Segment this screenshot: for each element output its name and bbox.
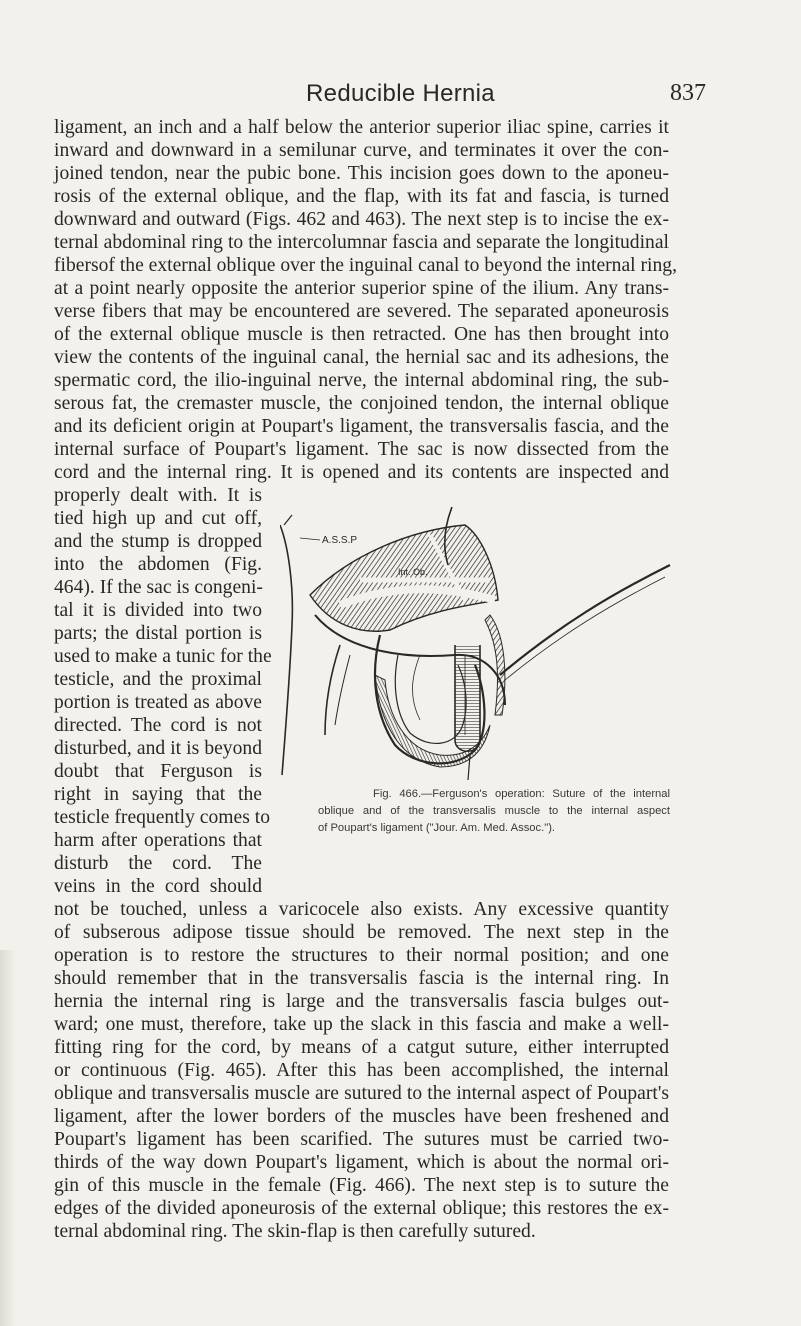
text-line: used to make a tunic for the	[54, 646, 272, 667]
text-line: Poupart's ligament has been scarified. The sutures must be carried two-	[54, 1129, 669, 1150]
text-line: ward; one must, therefore, take up the slack in this fascia and make a well-	[54, 1014, 669, 1035]
text-line: ternal abdominal ring. The skin-flap is then carefully sutured.	[54, 1221, 536, 1242]
caption-line: Fig. 466.—Ferguson's operation: Suture of the internal	[373, 788, 670, 800]
text-line: testicle, and the proximal	[54, 669, 262, 690]
page-number: 837	[670, 80, 706, 106]
text-line: ligament, an inch and a half below the anterior superior iliac spine, carries it	[54, 117, 669, 138]
text-line: and the stump is dropped	[54, 531, 262, 552]
page-header	[0, 80, 801, 110]
text-line: at a point nearly opposite the anterior superior spine of the ilium. Any trans-	[54, 278, 669, 299]
anatomical-illustration	[280, 505, 672, 785]
text-line: properly dealt with. It is	[54, 485, 262, 506]
caption-line: oblique and of the transversalis muscle to the internal aspect	[318, 805, 670, 817]
caption-line: of Poupart's ligament ("Jour. Am. Med. Assoc.").	[318, 822, 556, 834]
text-line: directed. The cord is not	[54, 715, 262, 736]
text-line: right in saying that the	[54, 784, 262, 805]
text-line: joined tendon, near the pubic bone. This incision goes down to the aponeu-	[54, 163, 669, 184]
text-line: ligament, after the lower borders of the muscles have been freshened and	[54, 1106, 669, 1127]
text-line: should remember that in the transversalis fascia is the internal ring. In	[54, 968, 669, 989]
text-line: of subserous adipose tissue should be removed. The next step in the	[54, 922, 669, 943]
text-line: 464). If the sac is congeni-	[54, 577, 263, 598]
label-int-ob: Int. Ob.	[398, 567, 428, 577]
text-line: portion is treated as above	[54, 692, 262, 713]
text-line: or continuous (Fig. 465). After this has been accomplished, the internal	[54, 1060, 669, 1081]
text-line: of the external oblique muscle is then retracted. One has then brought into	[54, 324, 669, 345]
text-line: into the abdomen (Fig.	[54, 554, 262, 575]
text-line: tal it is divided into two	[54, 600, 262, 621]
text-line: rosis of the external oblique, and the flap, with its fat and fascia, is turned	[54, 186, 669, 207]
label-asp: A.S.S.P	[322, 535, 358, 546]
text-line: thirds of the way down Poupart's ligament, which is about the normal ori-	[54, 1152, 669, 1173]
text-line: cord and the internal ring. It is opened and its contents are inspected and	[54, 462, 669, 483]
text-line: internal surface of Poupart's ligament. The sac is now dissected from the	[54, 439, 669, 460]
text-line: serous fat, the cremaster muscle, the conjoined tendon, the internal oblique	[54, 393, 669, 414]
text-line: harm after operations that	[54, 830, 262, 851]
text-line: downward and outward (Figs. 462 and 463). The next step is to incise the ex-	[54, 209, 669, 230]
text-line: testicle frequently comes to	[54, 807, 271, 828]
text-line: spermatic cord, the ilio-inguinal nerve, the internal abdominal ring, the sub-	[54, 370, 669, 391]
text-line: verse fibers that may be encountered are severed. The separated aponeurosis	[54, 301, 669, 322]
text-line: and its deficient origin at Poupart's ligament, the transversalis fascia, and the	[54, 416, 669, 437]
text-line: disturbed, and it is beyond	[54, 738, 262, 759]
illustration-drawing	[280, 505, 672, 785]
text-line: not be touched, unless a varicocele also exists. Any excessive quantity	[54, 899, 669, 920]
text-line: parts; the distal portion is	[54, 623, 262, 644]
page-edge-shadow	[0, 950, 16, 1326]
text-line: fibersof the external oblique over the inguinal canal to beyond the internal ring,	[54, 255, 677, 276]
text-line: inward and downward in a semilunar curve, and terminates it over the con-	[54, 140, 669, 161]
text-line: fitting ring for the cord, by means of a catgut suture, either interrupted	[54, 1037, 669, 1058]
text-line: disturb the cord. The	[54, 853, 262, 874]
text-line: edges of the divided aponeurosis of the external oblique; this restores the ex-	[54, 1198, 669, 1219]
text-line: gin of this muscle in the female (Fig. 466). The next step is to suture the	[54, 1175, 669, 1196]
running-title: Reducible Hernia	[306, 80, 495, 107]
text-line: operation is to restore the structures to their normal position; and one	[54, 945, 669, 966]
text-line: oblique and transversalis muscle are sutured to the internal aspect of Poupart's	[54, 1083, 669, 1104]
text-line: tied high up and cut off,	[54, 508, 262, 529]
text-line: view the contents of the inguinal canal, the hernial sac and its adhesions, the	[54, 347, 669, 368]
text-line: hernia the internal ring is large and the transversalis fascia bulges out-	[54, 991, 669, 1012]
text-line: veins in the cord should	[54, 876, 262, 897]
text-line: ternal abdominal ring to the intercolumnar fascia and separate the longitudinal	[54, 232, 669, 253]
text-line: doubt that Ferguson is	[54, 761, 262, 782]
